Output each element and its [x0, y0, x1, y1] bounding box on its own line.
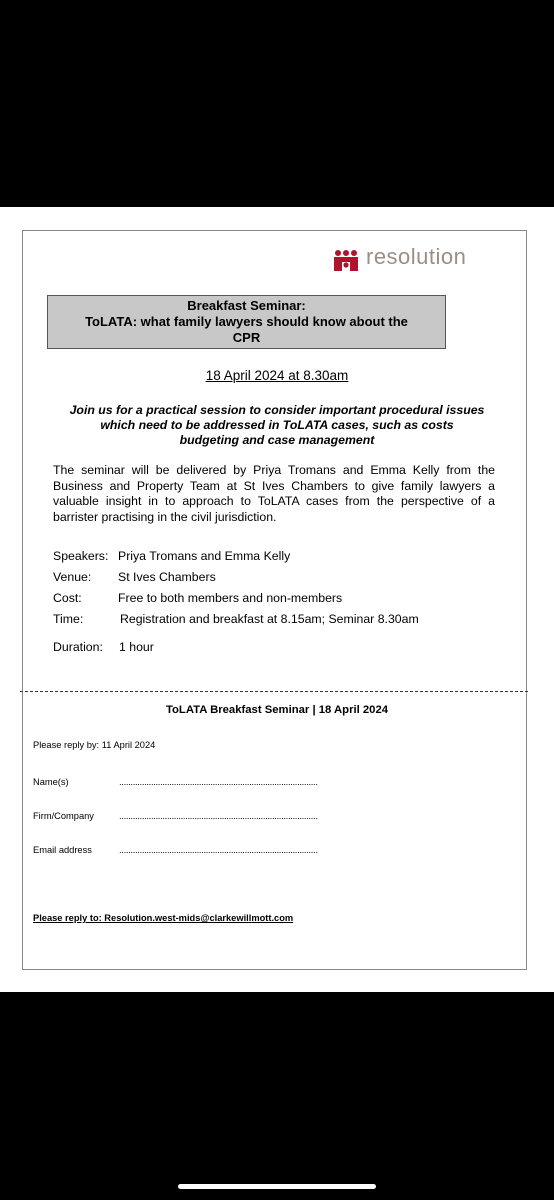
- home-indicator[interactable]: [178, 1184, 376, 1189]
- detail-label: Duration:: [53, 640, 103, 654]
- people-logo-icon: [332, 249, 360, 271]
- intro-line-3: budgeting and case management: [179, 433, 375, 447]
- detail-label: Time:: [53, 612, 84, 626]
- reply-by-date: Please reply by: 11 April 2024: [33, 740, 156, 750]
- title-line-2: ToLATA: what family lawyers should know about the: [85, 314, 408, 329]
- form-field-label: Email address: [33, 845, 92, 855]
- form-field-label: Firm/Company: [33, 811, 94, 821]
- reply-form-title: ToLATA Breakfast Seminar | 18 April 2024: [165, 704, 389, 716]
- seminar-title-box: [47, 295, 446, 349]
- logo-text: resolution: [366, 244, 467, 269]
- intro-text: [45, 403, 509, 448]
- detail-label: Speakers:: [53, 549, 109, 563]
- reply-to-email: Please reply to: Resolution.west-mids@clarkewillmott.com: [33, 913, 294, 923]
- seminar-description: The seminar will be delivered by Priya Tromans and Emma Kelly from the Business and Property Team at St Ives Chambers to give family lawyers a valuable insight in to approach to ToLATA cases from the perspective of a barrister practising in the civil jurisdiction.: [53, 463, 495, 524]
- form-field-blank: .......................................................................................: [119, 811, 318, 821]
- form-field-blank: .......................................................................................: [119, 777, 318, 787]
- detail-value: Priya Tromans and Emma Kelly: [118, 549, 291, 563]
- form-field-blank: .......................................................................................: [119, 845, 318, 855]
- resolution-logo: [332, 244, 497, 273]
- document-page: [0, 207, 554, 992]
- detail-label: Cost:: [53, 591, 82, 605]
- intro-line-2: which need to be addressed in ToLATA cases, such as costs: [100, 418, 454, 432]
- form-field-label: Name(s): [33, 777, 69, 787]
- title-line-3: CPR: [232, 330, 261, 345]
- detail-value: 1 hour: [119, 640, 154, 654]
- detail-value: Free to both members and non-members: [118, 591, 343, 605]
- intro-line-1: Join us for a practical session to consider important procedural issues: [69, 403, 485, 417]
- seminar-date: 18 April 2024 at 8.30am: [205, 368, 349, 383]
- cut-line-divider: [20, 691, 528, 692]
- detail-value: St Ives Chambers: [118, 570, 216, 584]
- title-line-1: Breakfast Seminar:: [187, 298, 306, 313]
- detail-value: Registration and breakfast at 8.15am; Seminar 8.30am: [120, 612, 419, 626]
- detail-label: Venue:: [53, 570, 92, 584]
